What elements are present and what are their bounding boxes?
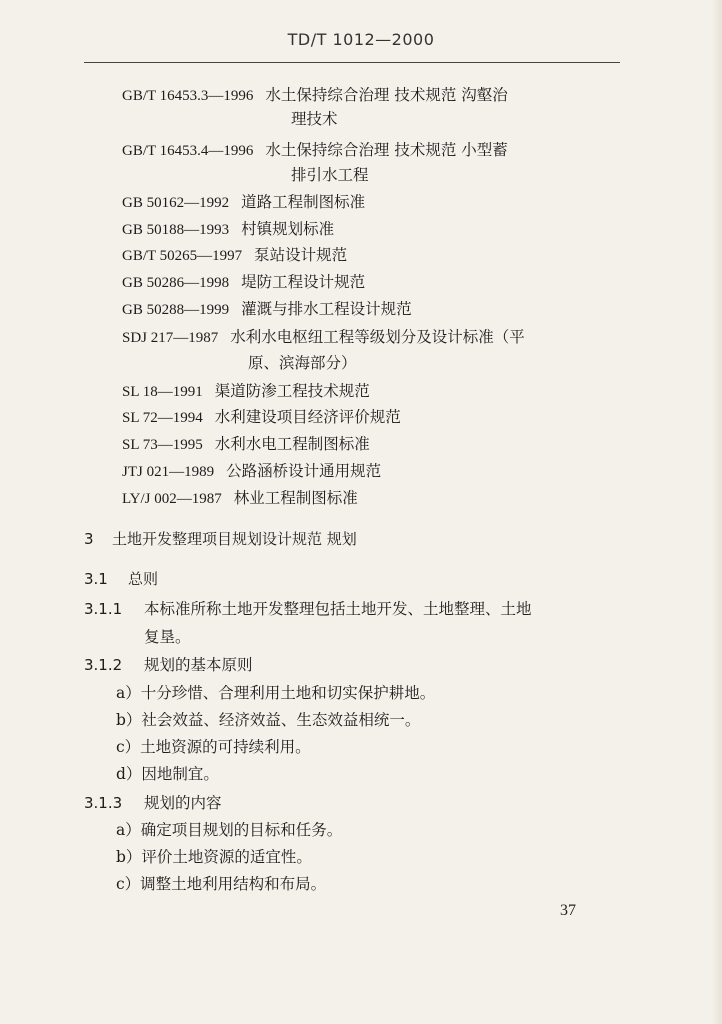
- clause-line: [84, 654, 253, 676]
- chapter-number: 3: [84, 530, 94, 548]
- page-edge-shadow: [712, 0, 722, 1024]
- header-rule: [84, 62, 620, 63]
- ref-title: 堤防工程设计规范: [241, 273, 366, 291]
- ref-line: [122, 191, 365, 214]
- ref-title: 林业工程制图标准: [233, 489, 358, 507]
- ref-title: 公路涵桥设计通用规范: [226, 462, 382, 480]
- ref-code: SL 18—1991: [122, 384, 203, 400]
- ref-line: [122, 139, 508, 162]
- ref-title: 水利建设项目经济评价规范: [214, 408, 401, 426]
- list-item: c）土地资源的可持续利用。: [116, 738, 311, 756]
- ref-title: 道路工程制图标准: [241, 193, 366, 211]
- ref-line-cont: 排引水工程: [291, 166, 369, 184]
- ref-line: [122, 244, 347, 267]
- clause-title: 规划的基本原则: [144, 656, 253, 674]
- section-number: 3.1: [84, 570, 108, 588]
- list-item: a）确定项目规划的目标和任务。: [116, 821, 343, 839]
- clause-line: [84, 792, 222, 814]
- ref-code: GB 50188—1993: [122, 222, 230, 238]
- ref-line: [122, 460, 381, 483]
- section-title: 总则: [128, 570, 159, 588]
- clause-cont: 复垦。: [144, 628, 191, 646]
- ref-code: JTJ 021—1989: [122, 464, 215, 480]
- ref-code: LY/J 002—1987: [122, 491, 222, 507]
- ref-code: GB 50286—1998: [122, 275, 230, 291]
- ref-line: [122, 406, 401, 429]
- ref-title: 水土保持综合治理 技术规范 小型蓄: [265, 141, 508, 159]
- ref-line-cont: 理技术: [291, 110, 338, 128]
- page-number: 37: [560, 902, 576, 919]
- ref-line: [122, 380, 370, 403]
- ref-line: [122, 84, 508, 107]
- ref-code: SDJ 217—1987: [122, 330, 219, 346]
- ref-code: SL 73—1995: [122, 437, 203, 453]
- list-item: c）调整土地利用结构和布局。: [116, 875, 327, 893]
- list-item: b）社会效益、经济效益、生态效益相统一。: [116, 711, 421, 729]
- clause-number: 3.1.3: [84, 794, 123, 812]
- ref-title: 灌溉与排水工程设计规范: [241, 300, 412, 318]
- ref-line: [122, 271, 365, 294]
- ref-line-cont: 原、滨海部分）: [248, 354, 357, 372]
- ref-line: [122, 433, 370, 456]
- ref-line: [122, 487, 358, 510]
- ref-code: GB 50288—1999: [122, 302, 230, 318]
- list-item: a）十分珍惜、合理利用土地和切实保护耕地。: [116, 684, 436, 702]
- section-heading: [84, 568, 158, 590]
- ref-code: SL 72—1994: [122, 410, 203, 426]
- ref-title: 泵站设计规范: [254, 246, 348, 264]
- chapter-heading: [84, 528, 357, 550]
- ref-title: 水利水电枢纽工程等级划分及设计标准（平: [230, 328, 525, 346]
- chapter-title: 土地开发整理项目规划设计规范 规划: [112, 530, 357, 548]
- ref-code: GB/T 16453.4—1996: [122, 143, 254, 159]
- clause-text: 本标准所称土地开发整理包括土地开发、土地整理、土地: [144, 600, 532, 618]
- ref-line: [122, 218, 334, 241]
- ref-title: 村镇规划标准: [241, 220, 335, 238]
- clause-line: [84, 598, 532, 620]
- ref-line: [122, 298, 412, 321]
- ref-code: GB 50162—1992: [122, 195, 230, 211]
- list-item: d）因地制宜。: [116, 765, 219, 783]
- ref-title: 水土保持综合治理 技术规范 沟壑治: [265, 86, 508, 104]
- running-header: TD/T 1012—2000: [287, 30, 435, 49]
- clause-number: 3.1.2: [84, 656, 123, 674]
- ref-title: 渠道防渗工程技术规范: [214, 382, 370, 400]
- ref-title: 水利水电工程制图标准: [214, 435, 370, 453]
- ref-line: [122, 326, 525, 349]
- clause-number: 3.1.1: [84, 600, 123, 618]
- list-item: b）评价土地资源的适宜性。: [116, 848, 312, 866]
- ref-code: GB/T 50265—1997: [122, 248, 243, 264]
- ref-code: GB/T 16453.3—1996: [122, 88, 254, 104]
- clause-title: 规划的内容: [144, 794, 222, 812]
